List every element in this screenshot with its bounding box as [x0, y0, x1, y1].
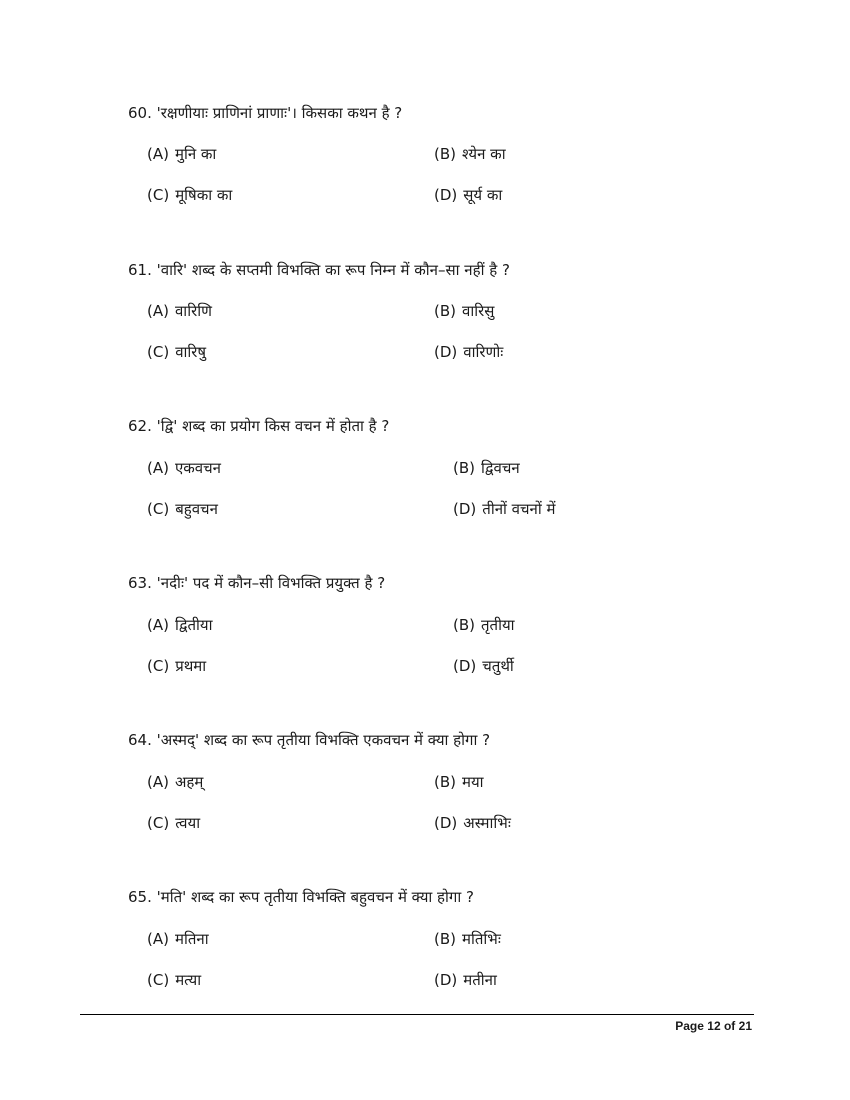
question-text	[128, 730, 490, 750]
option-a: (A) मुनि का	[147, 145, 217, 163]
question-stem: 'नदीः' पद में कौन–सी विभक्ति प्रयुक्त है ?	[156, 574, 386, 592]
option-b: (B) मया	[434, 773, 484, 791]
option-b: (B) तृतीया	[453, 616, 515, 634]
question-number: 65.	[128, 888, 152, 906]
question-64	[0, 730, 850, 860]
question-stem: 'द्वि' शब्द का प्रयोग किस वचन में होता है ?	[156, 417, 390, 435]
option-b: (B) मतिभिः	[434, 930, 501, 948]
option-b: (B) श्येन का	[434, 145, 506, 163]
page-number: Page 12 of 21	[675, 1019, 752, 1033]
question-number: 64.	[128, 731, 152, 749]
question-text	[128, 103, 402, 123]
question-stem: 'वारि' शब्द के सप्तमी विभक्ति का रूप निम्न में कौन–सा नहीं है ?	[156, 261, 510, 279]
option-d: (D) वारिणोः	[434, 343, 504, 361]
option-c: (C) त्वया	[147, 814, 201, 832]
option-d: (D) अस्माभिः	[434, 814, 511, 832]
question-number: 62.	[128, 417, 152, 435]
option-c: (C) बहुवचन	[147, 500, 218, 518]
option-d: (D) चतुर्थी	[453, 657, 514, 675]
option-d: (D) मतीना	[434, 971, 497, 989]
question-stem: 'अस्मद्' शब्द का रूप तृतीया विभक्ति एकवचन में क्या होगा ?	[156, 731, 491, 749]
option-c: (C) मत्या	[147, 971, 202, 989]
question-61	[0, 260, 850, 390]
option-c: (C) वारिषु	[147, 343, 207, 361]
question-text	[128, 260, 510, 280]
question-number: 61.	[128, 261, 152, 279]
option-c: (C) प्रथमा	[147, 657, 207, 675]
option-a: (A) वारिणि	[147, 302, 212, 320]
question-stem: 'मति' शब्द का रूप तृतीया विभक्ति बहुवचन में क्या होगा ?	[156, 888, 474, 906]
option-d: (D) तीनों वचनों में	[453, 500, 556, 518]
question-62	[0, 416, 850, 546]
question-65	[0, 887, 850, 1017]
option-b: (B) वारिसु	[434, 302, 495, 320]
question-60	[0, 103, 850, 233]
option-a: (A) द्वितीया	[147, 616, 213, 634]
question-text	[128, 887, 474, 907]
question-stem: 'रक्षणीयाः प्राणिनां प्राणाः'। किसका कथन है ?	[156, 104, 403, 122]
question-63	[0, 573, 850, 703]
option-b: (B) द्विवचन	[453, 459, 520, 477]
question-text	[128, 573, 385, 593]
question-number: 63.	[128, 574, 152, 592]
option-d: (D) सूर्य का	[434, 186, 503, 204]
option-a: (A) मतिना	[147, 930, 209, 948]
option-c: (C) मूषिका का	[147, 186, 233, 204]
question-text	[128, 416, 389, 436]
option-a: (A) एकवचन	[147, 459, 221, 477]
question-number: 60.	[128, 104, 152, 122]
option-a: (A) अहम्	[147, 773, 204, 791]
footer-divider	[80, 1014, 754, 1015]
